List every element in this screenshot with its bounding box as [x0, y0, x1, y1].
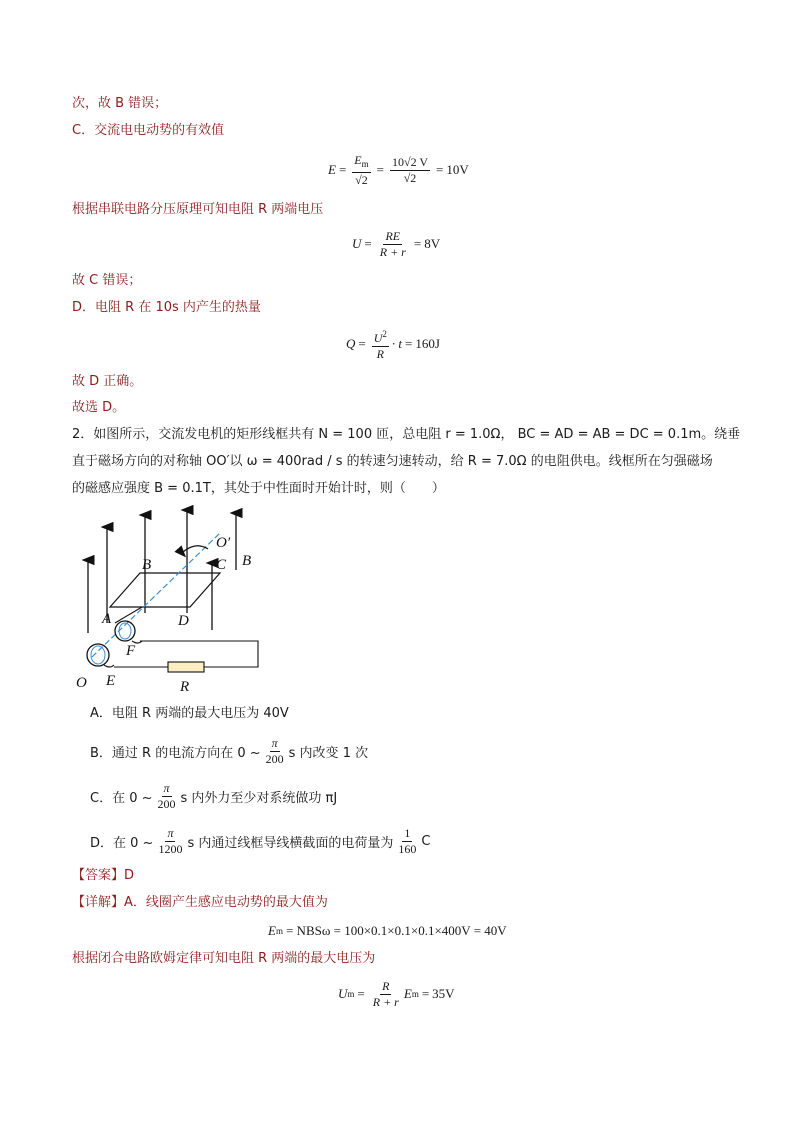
q2-line1: 2．如图所示，交流发电机的矩形线框共有 N = 100 匝，总电阻 r = 1.0Ω， BC = AD = AB = DC = 0.1m。绕垂 — [72, 427, 741, 442]
label-R: R — [180, 679, 190, 695]
coil-frame — [110, 573, 220, 607]
label-F: F — [126, 643, 136, 659]
detail-tag: 【详解】 — [72, 895, 125, 910]
text-series-divider: 根据串联电路分压原理可知电阻 R 两端电压 — [72, 202, 324, 217]
text-d-right: 故 D 正确。 — [72, 374, 143, 389]
rotation-arrow — [182, 546, 208, 553]
label-C: C — [216, 557, 227, 573]
label-E: E — [106, 673, 116, 689]
answer-tag: 【答案】 — [72, 868, 125, 883]
label-O: O — [76, 675, 87, 691]
answer-line — [72, 866, 134, 886]
option-d: D．在 0 ~ $\frac{\pi}{1200}$ s 内通过线框导线横截面的电荷量为 $\frac{1}{160}$ C — [90, 825, 431, 856]
detail-line — [72, 893, 328, 913]
equation-Q: Q = $\frac{U^2}{R}$ · t = 160J — [346, 328, 440, 361]
text-c-head: C．交流电电动势的有效值 — [72, 123, 225, 138]
text-prev-b-wrong: 次，故 B 错误； — [72, 96, 168, 111]
option-a: A．电阻 R 两端的最大电压为 40V — [90, 706, 289, 721]
text-um-intro: 根据闭合电路欧姆定律可知电阻 R 两端的最大电压为 — [72, 951, 376, 966]
text-choose-d: 故选 D。 — [72, 400, 126, 415]
equation-Em: E m = NBSω = 100×0.1×0.1×0.1×400V = 40V — [268, 923, 507, 938]
label-O-prime: O′ — [216, 535, 231, 551]
detail-text: A．线圈产生感应电动势的最大值为 — [124, 895, 328, 910]
slip-ring-E — [87, 644, 109, 666]
option-c: C．在 0 ~ $\frac{\pi}{200}$ s 内外力至少对系统做功 πJ — [90, 780, 338, 811]
text-c-wrong: 故 C 错误； — [72, 273, 142, 288]
text-d-head: D．电阻 R 在 10s 内产生的热量 — [72, 300, 261, 315]
resistor — [168, 662, 204, 672]
answer-value: D — [124, 868, 135, 883]
equation-E-effective: E = $\frac{E_m}{√2}$ = $\frac{10√2 V}{√2}$ = 10V — [328, 152, 469, 187]
generator-diagram — [70, 505, 270, 695]
label-D: D — [178, 613, 189, 629]
equation-Um: U m = $\frac{R}{R + r}$ E m = 35V — [338, 978, 455, 1009]
label-A: A — [102, 611, 112, 627]
q2-line3: 的磁感应强度 B = 0.1T，其处于中性面时开始计时，则（ ） — [72, 481, 445, 496]
equation-U: U = $\frac{RE}{R + r}$ = 8V — [352, 228, 441, 259]
label-B-field-right: B — [242, 553, 252, 569]
label-B-field-left: B — [142, 557, 152, 573]
option-b: B．通过 R 的电流方向在 0 ~ $\frac{\pi}{200}$ s 内改变 1 次 — [90, 735, 369, 766]
q2-line2: 直于磁场方向的对称轴 OO′以 ω = 400rad / s 的转速匀速转动，给 R = 7.0Ω 的电阻供电。线框所在匀强磁场 — [72, 454, 713, 469]
